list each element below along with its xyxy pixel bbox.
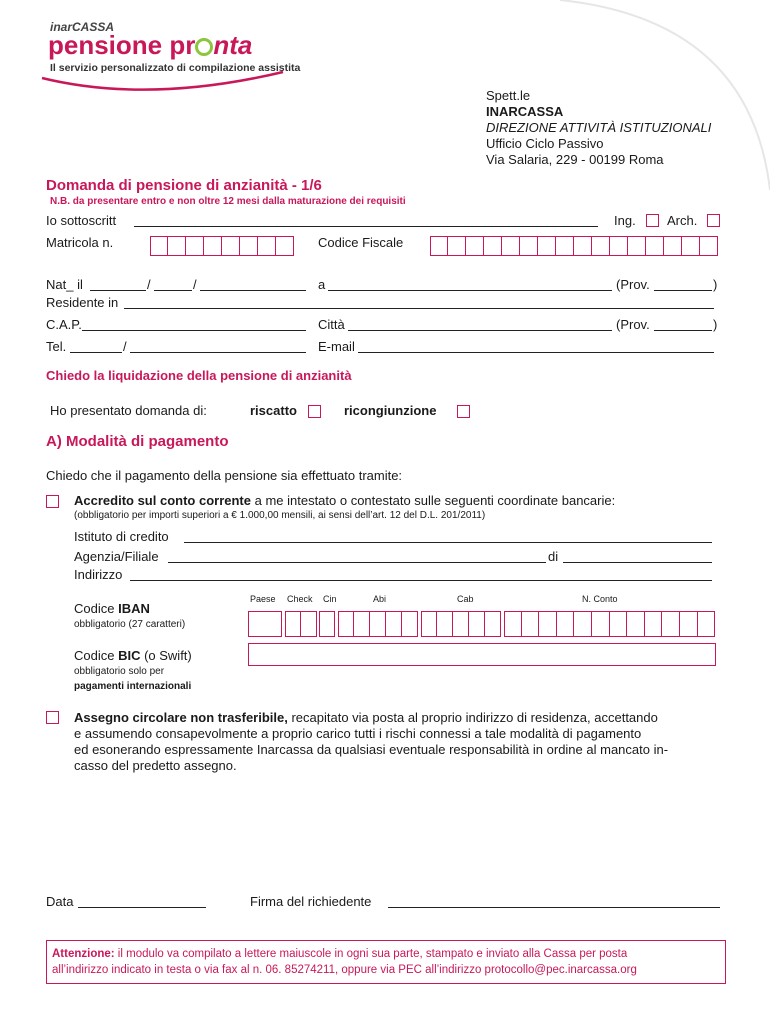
agenzia-field[interactable] — [168, 562, 546, 563]
accredito-checkbox[interactable] — [46, 495, 59, 508]
tel-slash: / — [123, 339, 127, 354]
matricola-label: Matricola n. — [46, 235, 114, 250]
citta-prov-close: ) — [713, 317, 718, 332]
iban-cab-label: Cab — [457, 594, 474, 604]
iban-cin-box[interactable] — [319, 611, 335, 637]
assegno-line-2: e assumendo consapevolmente a proprio carico tutti i rischi connessi a tale modalità di pagamento — [74, 726, 642, 741]
assegno-line-4: casso del predetto assegno. — [74, 758, 237, 773]
citta-label: Città — [318, 317, 345, 332]
tel-label: Tel. — [46, 339, 67, 354]
firma-label: Firma del richiedente — [250, 894, 372, 909]
sottoscritt-label: Io sottoscritt — [46, 213, 117, 228]
bic-note-2: pagamenti internazionali — [74, 681, 192, 692]
email-field[interactable] — [358, 352, 714, 353]
birth-year-field[interactable] — [200, 290, 306, 291]
ricongiunzione-label: ricongiunzione — [344, 403, 437, 418]
data-field[interactable] — [78, 907, 206, 908]
iban-conto-label: N. Conto — [582, 594, 618, 604]
page-curl-decoration — [560, 0, 770, 210]
indirizzo-label: Indirizzo — [74, 567, 123, 582]
agenzia-di-label: di — [548, 549, 559, 564]
ing-checkbox[interactable] — [646, 214, 659, 227]
assegno-line-3: ed esonerando espressamente Inarcassa da qualsiasi eventuale responsabilità in ordine al mancato in- — [74, 742, 669, 757]
payment-intro: Chiedo che il pagamento della pensione sia effettuato tramite: — [46, 468, 403, 483]
iban-check-boxes[interactable] — [285, 611, 317, 637]
bic-field[interactable] — [248, 643, 716, 666]
address-dept: DIREZIONE ATTIVITÀ ISTITUZIONALI — [486, 120, 712, 135]
slash-1: / — [147, 277, 151, 292]
payment-heading: A) Modalità di pagamento — [46, 433, 229, 450]
iban-abi-boxes[interactable] — [338, 611, 418, 637]
iban-abi-label: Abi — [373, 594, 387, 604]
arch-checkbox[interactable] — [707, 214, 720, 227]
arch-label: Arch. — [667, 213, 698, 228]
email-label: E-mail — [318, 339, 355, 354]
form-title: Domanda di pensione di anzianità - 1/6 — [46, 177, 322, 194]
istituto-label: Istituto di credito — [74, 529, 169, 544]
logo-swoosh — [38, 70, 288, 98]
iban-paese-label: Paese — [250, 594, 276, 604]
firma-field[interactable] — [388, 907, 720, 908]
address-org: INARCASSA — [486, 104, 564, 119]
assegno-line-1: Assegno circolare non trasferibile, recapitato via posta al proprio indirizzo di residenza, accettando — [74, 710, 658, 725]
residente-field[interactable] — [124, 308, 714, 309]
istituto-field[interactable] — [184, 542, 712, 543]
request-heading: Chiedo la liquidazione della pensione di anzianità — [46, 368, 352, 383]
accredito-note: (obbligatorio per importi superiori a € 1.000,00 mensili, ai sensi dell’art. 12 del D.L. 201/2011) — [74, 510, 486, 521]
accredito-text: Accredito sul conto corrente a me intestato o contestato sulle seguenti coordinate bancarie: — [74, 493, 616, 508]
tel-number-field[interactable] — [130, 352, 306, 353]
birth-day-field[interactable] — [90, 290, 146, 291]
iban-paese-boxes[interactable] — [248, 611, 282, 637]
logo-name: pensione pr nta — [48, 30, 253, 60]
logo-tagline: Il servizio personalizzato di compilazione assistita — [50, 62, 301, 74]
bic-note-1: obbligatorio solo per — [74, 666, 165, 677]
form-note: N.B. da presentare entro e non oltre 12 mesi dalla maturazione dei requisiti — [50, 196, 406, 207]
nat-il-label: Nat_ il — [46, 277, 83, 292]
iban-conto-boxes[interactable] — [504, 611, 715, 637]
birth-month-field[interactable] — [154, 290, 192, 291]
ing-label: Ing. — [614, 213, 636, 228]
cap-label: C.A.P. — [46, 317, 82, 332]
iban-cin-label: Cin — [323, 594, 337, 604]
riscatto-label: riscatto — [250, 403, 297, 418]
ricongiunzione-checkbox[interactable] — [457, 405, 470, 418]
riscatto-checkbox[interactable] — [308, 405, 321, 418]
birth-place-field[interactable] — [328, 290, 612, 291]
attention-line-1: Attenzione: il modulo va compilato a lettere maiuscole in ogni sua parte, stampato e inviato alla Cassa per posta — [52, 948, 628, 960]
logo-brand: inarCASSA — [50, 20, 115, 34]
matricola-boxes[interactable] — [150, 236, 294, 256]
iban-cab-boxes[interactable] — [421, 611, 501, 637]
codice-fiscale-boxes[interactable] — [430, 236, 718, 256]
logo-o-icon — [195, 38, 213, 56]
address-office: Ufficio Ciclo Passivo — [486, 136, 604, 151]
citta-prov-label: (Prov. — [616, 317, 650, 332]
address-street: Via Salaria, 229 - 00199 Roma — [486, 152, 664, 167]
iban-label: Codice IBAN — [74, 601, 150, 616]
agenzia-di-field[interactable] — [563, 562, 712, 563]
bic-label: Codice BIC (o Swift) — [74, 648, 192, 663]
slash-2: / — [193, 277, 197, 292]
residente-label: Residente in — [46, 295, 119, 310]
attention-box — [46, 940, 726, 984]
iban-note: obbligatorio (27 caratteri) — [74, 619, 186, 630]
address-salutation: Spett.le — [486, 88, 531, 103]
tel-prefix-field[interactable] — [70, 352, 122, 353]
codice-fiscale-label: Codice Fiscale — [318, 235, 404, 250]
attention-line-2: all’indirizzo indicato in testa o via fax al n. 06. 85274211, oppure via PEC all’indirizzo protocollo@pec.inarcassa.org — [52, 964, 637, 976]
assegno-checkbox[interactable] — [46, 711, 59, 724]
agenzia-label: Agenzia/Filiale — [74, 549, 159, 564]
birth-place-label: a — [318, 277, 326, 292]
birth-prov-field[interactable] — [654, 290, 712, 291]
birth-prov-label: (Prov. — [616, 277, 650, 292]
indirizzo-field[interactable] — [130, 580, 712, 581]
birth-prov-close: ) — [713, 277, 718, 292]
citta-prov-field[interactable] — [654, 330, 712, 331]
presentato-label: Ho presentato domanda di: — [50, 403, 207, 418]
logo — [46, 18, 301, 98]
cap-field[interactable] — [82, 330, 306, 331]
iban-check-label: Check — [287, 594, 313, 604]
data-label: Data — [46, 894, 74, 909]
citta-field[interactable] — [348, 330, 612, 331]
sottoscritt-field[interactable] — [134, 226, 598, 227]
